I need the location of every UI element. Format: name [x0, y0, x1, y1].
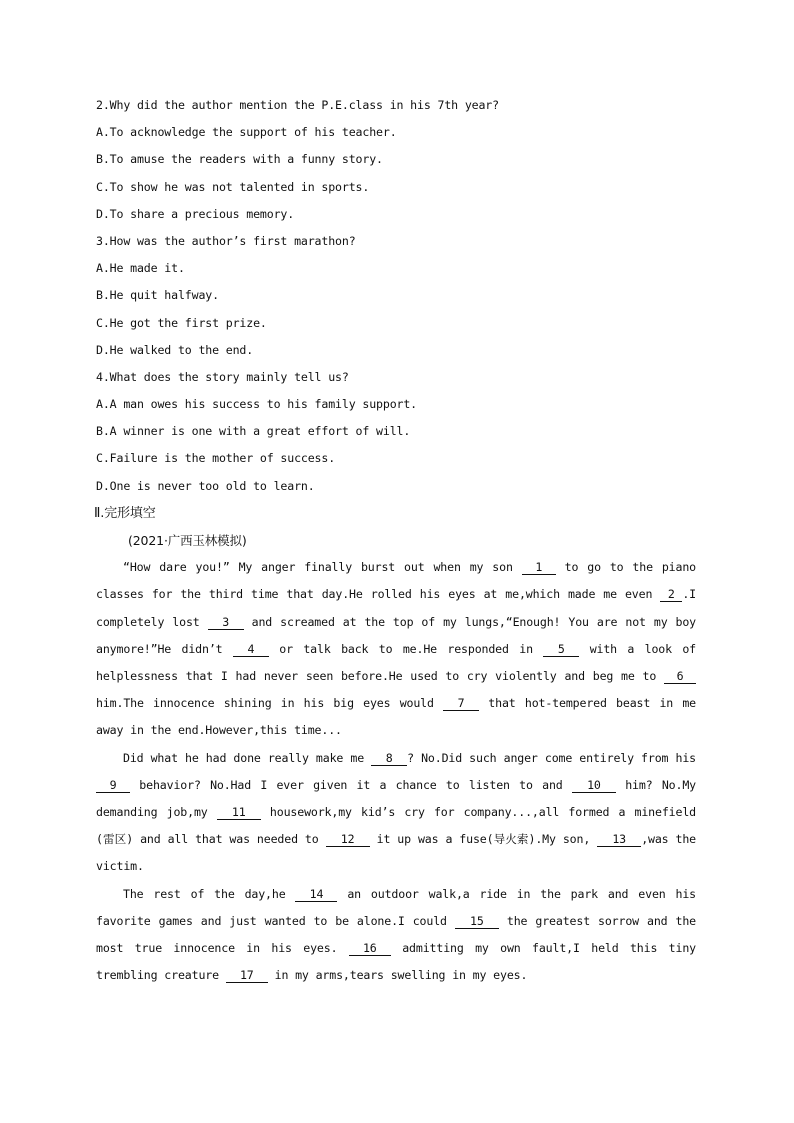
- option-d: D.He walked to the end.: [96, 342, 254, 357]
- option-a: A.A man owes his success to his family support.: [96, 397, 418, 412]
- question-stem: 4.What does the story mainly tell us?: [96, 369, 349, 384]
- option-b: B.A winner is one with a great effort of will.: [96, 424, 411, 439]
- option-c: C.To show he was not talented in sports.: [96, 179, 370, 194]
- section-source: (2021·广西玉林模拟): [128, 533, 247, 548]
- blank-6: 6: [664, 669, 696, 684]
- blank-17: 17: [226, 968, 268, 983]
- option-d: D.To share a precious memory.: [96, 206, 295, 221]
- blank-14: 14: [295, 887, 337, 902]
- blank-10: 10: [572, 778, 616, 793]
- option-c: C.Failure is the mother of success.: [96, 451, 336, 466]
- blank-5: 5: [543, 642, 579, 657]
- option-a: A.He made it.: [96, 261, 185, 276]
- question-stem: 3.How was the author’s first marathon?: [96, 233, 356, 248]
- passage-paragraph-2: Did what he had done really make me 8 ? No.Did such anger come entirely from his 9 behavior? No.Had I ever given it a chance to listen to and 10 him? No.My demanding job,my 11 housework,my kid’s cry for company...,all formed a minefield (雷区) and all that was needed to 12 it up was a fuse(导火索).My son, 13 ,was the victim.: [96, 750, 697, 874]
- option-c: C.He got the first prize.: [96, 315, 267, 330]
- option-d: D.One is never too old to learn.: [96, 478, 315, 493]
- blank-2: 2: [660, 587, 682, 602]
- blank-11: 11: [217, 805, 261, 820]
- blank-12: 12: [326, 832, 370, 847]
- section-title: Ⅱ.完形填空: [94, 505, 156, 521]
- blank-15: 15: [455, 914, 499, 929]
- passage-paragraph-3: The rest of the day,he 14 an outdoor walk,a ride in the park and even his favorite games and just wanted to be alone.I could 15 the greatest sorrow and the most true innocence in his eyes. 16 admitting my own fault,I held this tiny trembling creature 17 in my arms,tears swelling in my eyes.: [96, 886, 697, 983]
- blank-4: 4: [233, 642, 269, 657]
- blank-8: 8: [371, 751, 407, 766]
- blank-3: 3: [208, 615, 244, 630]
- blank-9: 9: [96, 778, 130, 793]
- question-3: [96, 228, 696, 364]
- option-b: B.He quit halfway.: [96, 288, 219, 303]
- question-2: [96, 92, 696, 228]
- document-content: [96, 92, 696, 989]
- question-4: [96, 364, 696, 500]
- option-a: A.To acknowledge the support of his teacher.: [96, 125, 397, 140]
- blank-13: 13: [597, 832, 641, 847]
- question-stem: 2.Why did the author mention the P.E.class in his 7th year?: [96, 98, 499, 112]
- blank-1: 1: [522, 560, 556, 575]
- cloze-passage: [96, 554, 696, 989]
- passage-paragraph-1: “How dare you!” My anger finally burst out when my son 1 to go to the piano classes for the third time that day.He rolled his eyes at me,which made me even 2 .I completely lost 3 and screamed at the top of my lungs,“Enough! You are not my boy anymore!”He didn’t 4 or talk back to me.He responded in 5 with a look of helplessness that I had never seen before.He used to cry violently and beg me to 6 him.The innocence shining in his big eyes would 7 that hot-tempered beast in me away in the end.However,this time...: [96, 560, 697, 738]
- option-b: B.To amuse the readers with a funny story.: [96, 152, 383, 167]
- blank-7: 7: [443, 696, 479, 711]
- blank-16: 16: [349, 941, 391, 956]
